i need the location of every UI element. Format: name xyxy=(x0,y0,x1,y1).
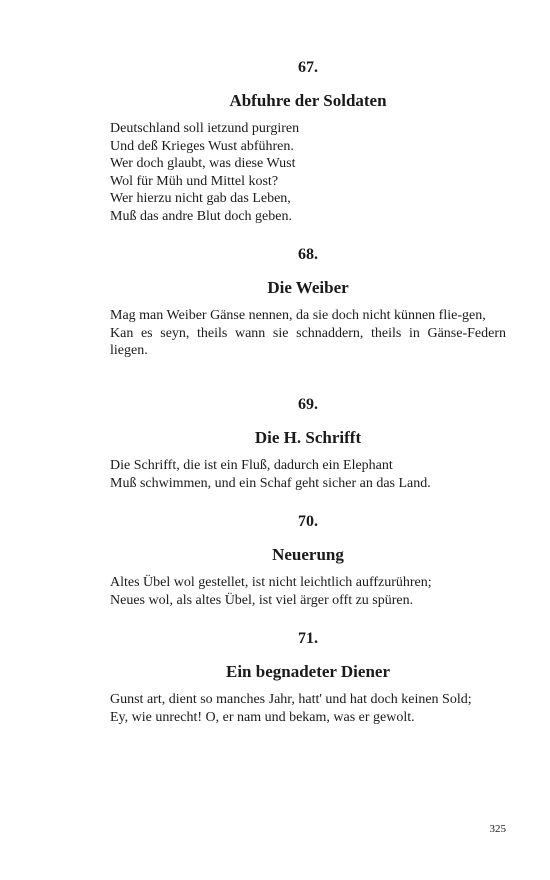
poem-line: Wer doch glaubt, was diese Wust xyxy=(110,156,296,171)
poem-number: 67. xyxy=(298,59,318,76)
poem-line: Mag man Weiber Gänse nennen, da sie doch nicht künnen flie-gen, xyxy=(110,308,486,323)
poem-title: Abfuhre der Soldaten xyxy=(229,91,387,110)
poem-line: Altes Übel wol gestellet, ist nicht leichtlich auffzurühren; xyxy=(110,575,432,590)
page-number: 325 xyxy=(489,823,506,835)
poem-67 xyxy=(110,58,506,225)
poem-line: Muß schwimmen, und ein Schaf geht sicher an das Land. xyxy=(110,475,431,491)
poem-68 xyxy=(110,245,506,360)
poem-line: Und deß Krieges Wust abführen. xyxy=(110,138,294,154)
poem-number: 68. xyxy=(298,246,318,263)
poem-body xyxy=(110,120,506,225)
poem-line: Kan es seyn, theils wann sie schnaddern, theils in Gänse-Federn liegen. xyxy=(110,325,506,358)
poem-line: Ey, wie unrecht! O, er nam und bekam, was er gewolt. xyxy=(110,709,415,725)
poem-number: 70. xyxy=(298,513,318,530)
poem-70 xyxy=(110,512,506,609)
poem-body xyxy=(110,691,506,726)
poem-line: Neues wol, als altes Übel, ist viel ärger offt zu spüren. xyxy=(110,592,414,608)
poem-line: Die Schrifft, die ist ein Fluß, dadurch ein Elephant xyxy=(110,458,393,473)
poem-body xyxy=(110,457,506,492)
poem-line: Gunst art, dient so manches Jahr, hatt' und hat doch keinen Sold; xyxy=(110,692,472,707)
poem-71 xyxy=(110,629,506,726)
poem-number: 71. xyxy=(298,630,318,647)
poem-body xyxy=(110,307,506,360)
poem-69 xyxy=(110,395,506,492)
poem-title: Die Weiber xyxy=(267,278,349,297)
poem-line: Deutschland soll ietzund purgiren xyxy=(110,121,300,136)
poem-line: Wer hierzu nicht gab das Leben, xyxy=(110,191,291,206)
poem-title: Neuerung xyxy=(272,545,344,564)
poem-line: Wol für Müh und Mittel kost? xyxy=(110,173,279,189)
poem-line: Muß das andre Blut doch geben. xyxy=(110,208,292,224)
poem-body xyxy=(110,574,506,609)
poem-title: Ein begnadeter Diener xyxy=(225,662,390,681)
poem-number: 69. xyxy=(298,396,318,413)
poem-title: Die H. Schrifft xyxy=(254,428,362,447)
